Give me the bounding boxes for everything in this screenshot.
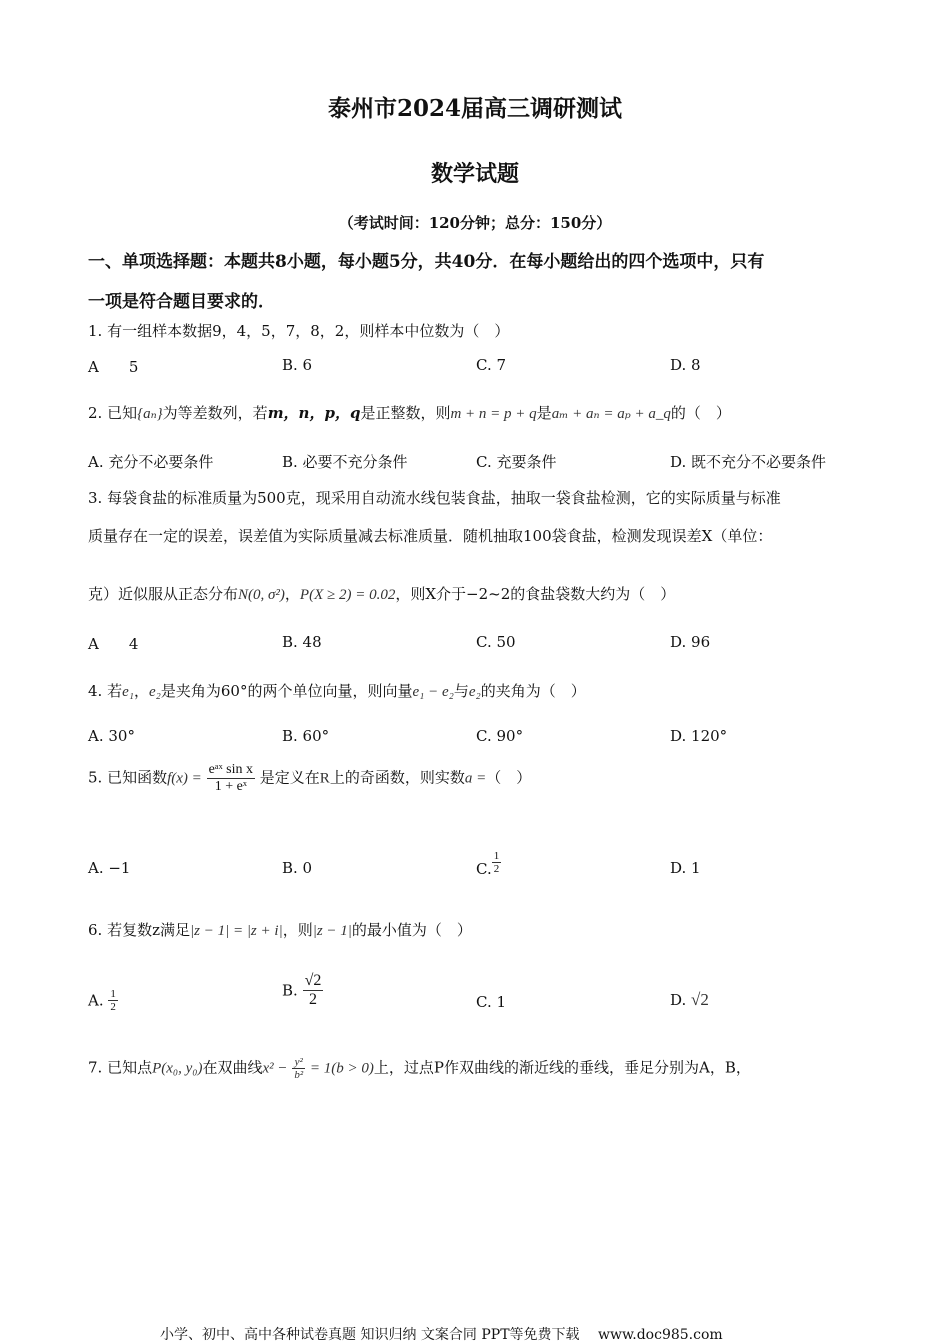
q1-option-c: C. 7 bbox=[476, 356, 507, 374]
q5-option-c-label: C. bbox=[476, 860, 492, 878]
q2-text-4: 是 bbox=[536, 404, 552, 422]
q2-math-condition: m + n = p + q bbox=[450, 406, 537, 422]
q3-option-c: C. 50 bbox=[476, 633, 516, 651]
q1-option-d: D. 8 bbox=[670, 356, 701, 374]
q2-text-5: 的（ ） bbox=[670, 404, 731, 422]
q2-text-3: 是正整数，则 bbox=[360, 404, 451, 422]
q4-option-b: B. 60° bbox=[282, 727, 330, 745]
q5-math-numerator: eᵃˣ sin x bbox=[208, 762, 253, 777]
q7-math-point: P(x₀, y₀) bbox=[152, 1060, 203, 1077]
q6-option-c: C. 1 bbox=[476, 993, 507, 1011]
question-2-stem bbox=[88, 402, 731, 423]
q5-c-numerator: 1 bbox=[493, 849, 500, 862]
q4-option-d: D. 120° bbox=[670, 727, 728, 745]
q7-math-denominator: b² bbox=[294, 1069, 304, 1081]
q6-option-a-fraction bbox=[108, 988, 118, 1013]
page-subtitle: 数学试题 bbox=[430, 161, 519, 187]
q4-option-a: A. 30° bbox=[88, 727, 135, 745]
q4-text-2: ， bbox=[133, 682, 149, 700]
q7-text-1: 7. 已知点 bbox=[88, 1058, 153, 1077]
question-3-line2: 质量存在一定的误差，误差值为实际质量减去标准质量．随机抽取100袋食盐，检测发现误差X（单位： bbox=[88, 527, 773, 545]
q5-text-4: （ ） bbox=[486, 768, 532, 787]
exam-info: （考试时间：120分钟；总分：150分） bbox=[338, 214, 612, 232]
q3-text-2: ， bbox=[284, 585, 300, 603]
q7-text-2: 在双曲线 bbox=[202, 1058, 263, 1077]
q4-math-e2b: e₂ bbox=[468, 684, 481, 700]
question-5-stem bbox=[88, 762, 531, 795]
q2-text-vars: m，n，p，q bbox=[267, 404, 361, 422]
q5-option-c-fraction bbox=[492, 850, 502, 875]
q3-text-1: 克）近似服从正态分布 bbox=[88, 585, 239, 603]
section-heading-line2: 一项是符合题目要求的． bbox=[88, 292, 275, 312]
q6-option-a-label: A. bbox=[88, 991, 109, 1010]
q2-math-conclusion: aₘ + aₙ = aₚ + a_q bbox=[551, 406, 671, 422]
q5-option-b: B. 0 bbox=[282, 859, 313, 877]
q1-option-a: A 5 bbox=[88, 358, 139, 376]
question-6-stem bbox=[88, 919, 472, 940]
q5-option-d: D. 1 bbox=[670, 859, 701, 877]
q3-option-a: A 4 bbox=[88, 635, 139, 653]
q4-text-3: 是夹角为60°的两个单位向量，则向量 bbox=[160, 682, 413, 700]
q7-math-x2: x² − bbox=[262, 1060, 288, 1077]
q3-option-b: B. 48 bbox=[282, 633, 322, 651]
q3-math-prob: P(X ≥ 2) = 0.02 bbox=[299, 587, 396, 603]
question-1-stem: 1. 有一组样本数据9，4，5，7，8，2，则样本中位数为（ ） bbox=[88, 322, 510, 340]
page-title: 泰州市2024届高三调研测试 bbox=[327, 95, 622, 122]
q6-text-3: 的最小值为（ ） bbox=[351, 921, 472, 939]
q4-text-1: 4. 若 bbox=[88, 682, 123, 700]
q2-option-c: C. 充要条件 bbox=[476, 453, 557, 471]
q2-math-sequence: {aₙ} bbox=[137, 406, 163, 422]
q4-text-4: 与 bbox=[453, 682, 469, 700]
q3-option-d: D. 96 bbox=[670, 633, 711, 651]
q5-math-reals: R bbox=[319, 770, 330, 787]
q5-text-2: 是定义在 bbox=[259, 768, 320, 787]
q2-text-2: 为等差数列，若 bbox=[162, 404, 268, 422]
q5-text-1: 5. 已知函数 bbox=[88, 768, 168, 787]
q5-math-a: a = bbox=[464, 770, 487, 787]
q6-a-numerator: 1 bbox=[110, 988, 116, 1000]
q5-option-c bbox=[476, 846, 501, 878]
q2-option-a: A. 充分不必要条件 bbox=[88, 453, 214, 471]
q2-option-d: D. 既不充分不必要条件 bbox=[670, 453, 827, 471]
q6-math-expr: |z − 1| bbox=[312, 923, 352, 939]
q2-option-b: B. 必要不充分条件 bbox=[282, 453, 408, 471]
q4-math-e1: e₁ bbox=[122, 684, 134, 700]
q5-math-denominator: 1 + eˣ bbox=[214, 779, 247, 794]
page-footer: 小学、初中、高中各种试卷真题 知识归纳 文案合同 PPT等免费下载 www.doc985.com bbox=[160, 1327, 723, 1343]
q5-c-denominator: 2 bbox=[493, 862, 500, 875]
q4-math-e2: e₂ bbox=[148, 684, 161, 700]
q6-option-d-label: D. bbox=[670, 991, 692, 1009]
q6-option-b-label: B. bbox=[282, 981, 303, 1000]
question-3-line1: 3. 每袋食盐的标准质量为500克，现采用自动流水线包装食盐，抽取一袋食盐检测，它的实际质量与标准 bbox=[88, 489, 781, 507]
q2-text-1: 2. 已知 bbox=[88, 404, 138, 422]
q6-text-2: ，则 bbox=[282, 921, 313, 939]
q4-math-diff: e₁ − e₂ bbox=[412, 684, 454, 700]
q7-math-fraction bbox=[292, 1056, 305, 1081]
q7-math-rest: = 1(b > 0) bbox=[309, 1060, 374, 1077]
q6-option-a bbox=[88, 988, 118, 1013]
question-3-line3 bbox=[88, 583, 675, 604]
question-4-stem bbox=[88, 680, 586, 701]
q5-option-a: A. −1 bbox=[88, 859, 131, 877]
q1-option-b: B. 6 bbox=[282, 356, 313, 374]
q7-text-3: 上，过点P作双曲线的渐近线的垂线，垂足分别为A，B， bbox=[373, 1058, 751, 1077]
q6-option-b-fraction bbox=[303, 972, 324, 1009]
q6-a-denominator: 2 bbox=[110, 1001, 116, 1013]
q6-b-numerator: √2 bbox=[304, 972, 322, 989]
q6-option-b bbox=[282, 972, 323, 1009]
q3-math-normal: N(0, σ²) bbox=[238, 587, 285, 603]
section-heading-line1: 一、单项选择题：本题共8小题，每小题5分，共40分．在每小题给出的四个选项中，只有 bbox=[88, 252, 765, 272]
question-7-stem bbox=[88, 1056, 751, 1081]
q6-option-d-value: √2 bbox=[691, 990, 709, 1009]
q7-math-numerator: y² bbox=[292, 1056, 305, 1069]
q5-math-fraction bbox=[207, 762, 255, 795]
q5-math-lhs: f(x) = bbox=[167, 770, 202, 787]
q4-option-c: C. 90° bbox=[476, 727, 524, 745]
q6-b-denominator: 2 bbox=[308, 991, 317, 1008]
q6-option-d bbox=[670, 990, 709, 1010]
q6-text-1: 6. 若复数z满足 bbox=[88, 921, 190, 939]
q5-text-3: 上的奇函数，则实数 bbox=[329, 768, 465, 787]
q4-text-5: 的夹角为（ ） bbox=[480, 682, 586, 700]
q6-math-condition: |z − 1| = |z + i| bbox=[189, 923, 283, 939]
q3-text-3: ，则X介于−2~2的食盐袋数大约为（ ） bbox=[395, 585, 676, 603]
